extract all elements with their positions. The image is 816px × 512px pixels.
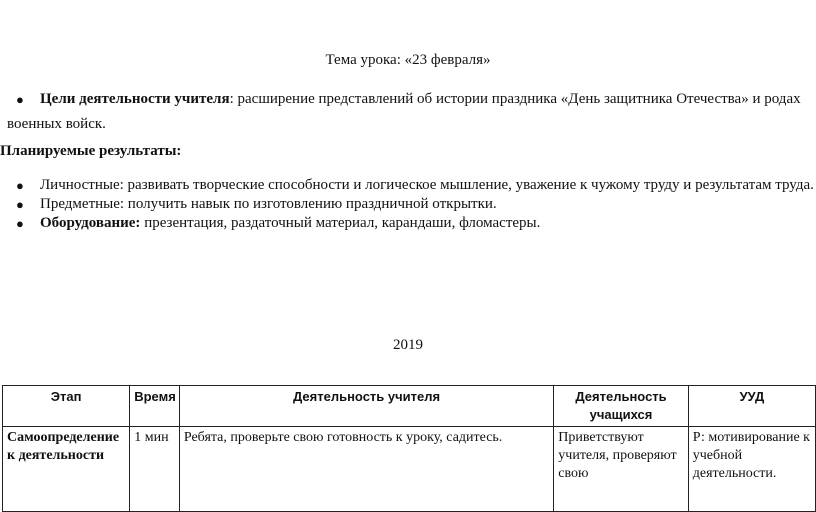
cell-time: 1 мин [130,427,180,512]
header-teacher-activity: Деятельность учителя [179,386,553,427]
bullet-icon: ● [16,92,24,107]
cell-uud: Р: мотивирование к учебной деятельности. [688,427,815,512]
planned-results-heading: Планируемые результаты: [0,143,182,159]
teacher-goals-text: : расширение представлений об истории праздника «День защитника Отечества» и родах [229,91,801,107]
document-year: 2019 [393,337,423,353]
equipment-label: Оборудование: [40,215,141,231]
cell-student-activity: Приветствуют учителя, проверяют свою [554,427,688,512]
lesson-topic: Тема урока: «23 февраля» [325,52,491,68]
bullet-icon: ● [16,197,24,212]
header-stage: Этап [3,386,130,427]
teacher-goals-continuation: военных войск. [7,116,106,132]
lesson-plan-table [2,385,816,512]
table-header-row [3,386,816,427]
header-time: Время [130,386,180,427]
cell-stage: Самоопределение к деятельности [3,427,130,512]
table-row [3,427,816,512]
bullet-icon: ● [16,216,24,231]
equipment [40,215,540,232]
teacher-goals [40,91,801,108]
header-student-activity: Деятельность учащихся [554,386,688,427]
cell-teacher-activity: Ребята, проверьте свою готовность к уроку, садитесь. [179,427,553,512]
result-personal: Личностные: развивать творческие способности и логическое мышление, уважение к чужому труду и результатам труда. [40,177,814,193]
teacher-goals-label: Цели деятельности учителя [40,91,230,107]
result-subject: Предметные: получить навык по изготовлению праздничной открытки. [40,196,497,212]
bullet-icon: ● [16,178,24,193]
equipment-text: презентация, раздаточный материал, карандаши, фломастеры. [140,215,541,231]
header-uud: УУД [688,386,815,427]
